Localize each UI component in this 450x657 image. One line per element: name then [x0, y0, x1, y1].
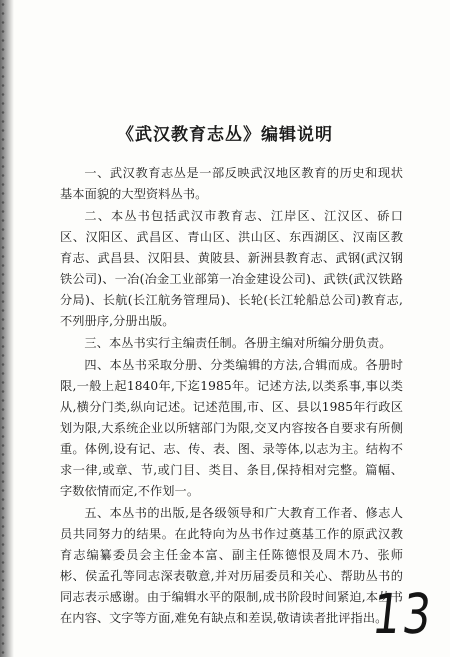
- scan-binding-dots: [1, 0, 5, 657]
- page-title: 《武汉教育志丛》编辑说明: [117, 125, 333, 145]
- body-text: [60, 163, 403, 630]
- paragraph-3: 三、本丛书实行主编责任制。各册主编对所编分册负责。: [84, 336, 392, 350]
- paragraph-4: 四、本丛书采取分册、分类编辑的方法,合辑而成。各册时限,一般上起1840年,下迄1985年。记述方法,以类系事,事以类从,横分门类,纵向记述。记述范围,市、区、县以1985年行政区划为限,大系统企业以所辖部门为限,交叉内容按各自要求有所侧重。体例,设有记、志、传、表、图、录等体,以志为主。结构不求一律,或章、节,或门目、类目、条目,保持相对完整。篇幅、字数依情而定,不作划一。: [60, 358, 403, 498]
- handwritten-page-number: 13: [369, 583, 436, 647]
- paragraph-2: 二、本丛书包括武汉市教育志、江岸区、江汉区、硚口区、汉阳区、武昌区、青山区、洪山区、东西湖区、汉南区教育志、武昌县、汉阳县、黄陂县、新洲县教育志、武钢(武汉钢铁公司)、一冶(冶金工业部第一冶金建设公司)、武铁(武汉铁路分局)、长航(长江航务管理局)、长轮(长江轮船总公司)教育志,不列册序,分册出版。: [60, 209, 403, 328]
- paragraph-1: 一、武汉教育志丛是一部反映武汉地区教育的历史和现状基本面貌的大型资料丛书。: [60, 166, 403, 201]
- paragraph-5: 五、本丛书的出版,是各级领导和广大教育工作者、修志人员共同努力的结果。在此特向为丛书作过奠基工作的原武汉教育志编纂委员会主任金本富、副主任陈德恨及周木乃、张师彬、侯孟孔等同志深表敬意,并对历届委员和关心、帮助丛书的同志表示感谢。由于编辑水平的限制,成书阶段时间紧迫,本丛书在内容、文字等方面,难免有缺点和差误,敬请读者批评指出。: [60, 506, 403, 625]
